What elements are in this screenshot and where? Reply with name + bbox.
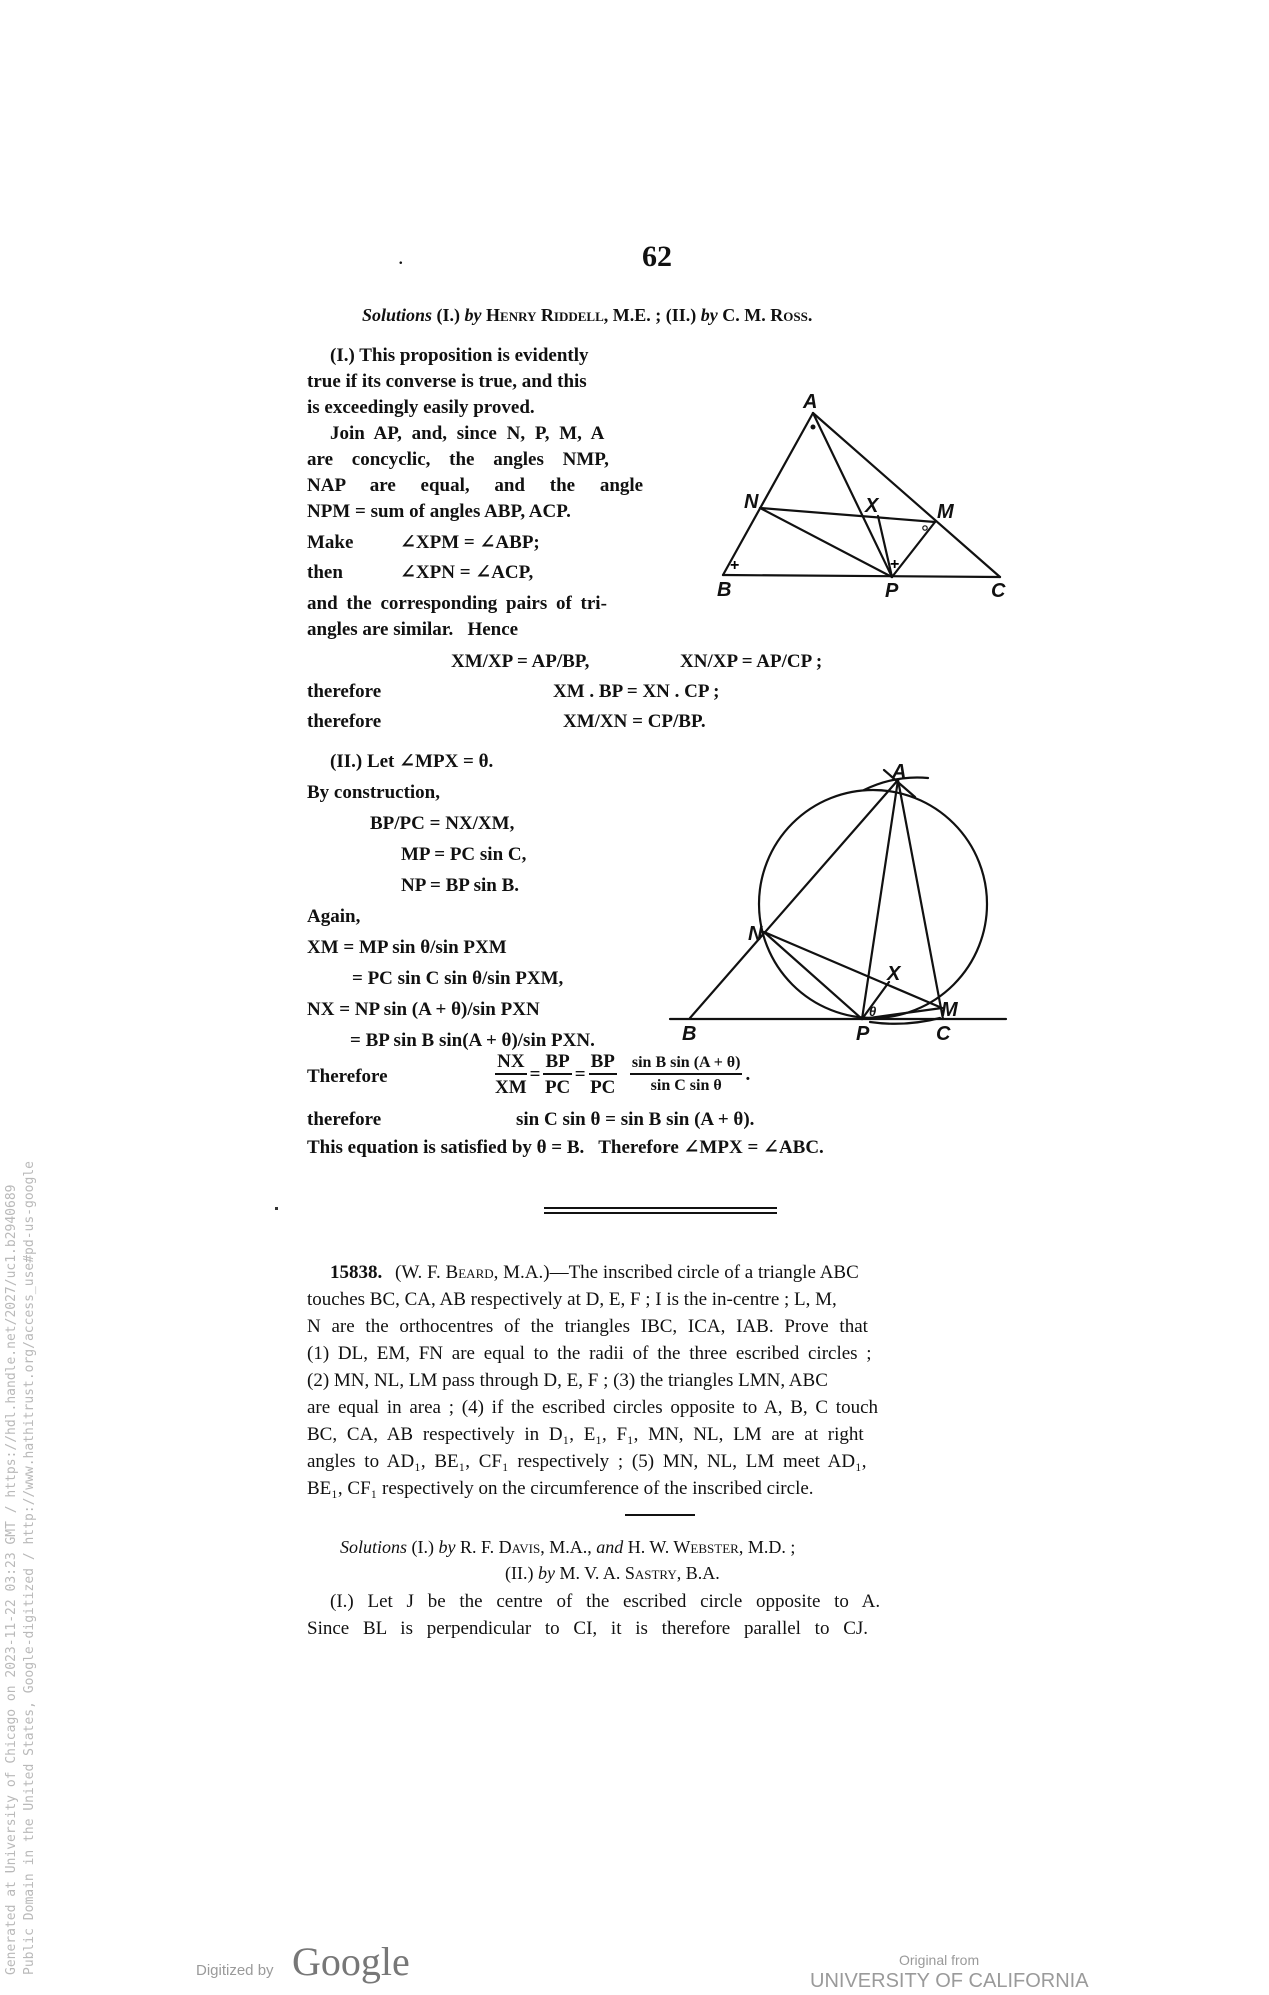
therefore-label: Therefore xyxy=(307,1066,388,1087)
problem-line: angles to AD₁, BE₁, CF₁ respectively ; (5) MN, NL, LM meet AD₁, xyxy=(307,1451,867,1472)
fraction xyxy=(543,1052,571,1097)
solution-heading-line2 xyxy=(505,1563,720,1584)
heading-by1: by xyxy=(464,305,482,325)
numerator: BP xyxy=(543,1052,571,1075)
denominator: PC xyxy=(544,1077,571,1098)
text-line: By construction, xyxy=(307,782,440,803)
heading-part1: (I.) xyxy=(411,1537,434,1557)
short-rule xyxy=(625,1514,695,1516)
denominator: PC xyxy=(590,1077,616,1098)
label-C: C xyxy=(991,580,1006,602)
text-line: Join AP, and, since N, P, M, A xyxy=(330,423,605,444)
equation: XM . BP = XN . CP ; xyxy=(553,681,720,702)
numerator: sin B sin (A + θ) xyxy=(630,1055,743,1075)
line-BC xyxy=(723,575,1000,577)
text-line: angles are similar. Hence xyxy=(307,619,519,640)
make-label: Make xyxy=(307,532,354,553)
original-from-label: Original from xyxy=(899,1952,980,1968)
text-line: (I.) Let J be the centre of the escribed circle opposite to A. xyxy=(330,1591,881,1612)
conclusion: This equation is satisfied by θ = B. Therefore ∠MPX = ∠ABC. xyxy=(307,1137,824,1158)
heading-part1: (I.) xyxy=(436,305,461,325)
line-NP xyxy=(760,508,892,577)
circumcircle xyxy=(759,790,987,1018)
digitized-by-label: Digitized by xyxy=(196,1962,274,1979)
label-P: P xyxy=(856,1023,870,1045)
text-line: are concyclic, the angles NMP, xyxy=(307,449,609,470)
label-A: A xyxy=(892,761,907,783)
section-divider xyxy=(544,1212,777,1214)
heading-part2: (II.) xyxy=(665,305,697,325)
google-logo: Google xyxy=(292,1939,410,1984)
page-number: 62 xyxy=(642,240,672,273)
label-N: N xyxy=(744,491,759,513)
line-NM xyxy=(764,932,942,1008)
line-NP xyxy=(764,932,862,1019)
section-divider xyxy=(544,1207,777,1209)
heading-author2: H. W. Webster, M.D. ; xyxy=(627,1537,796,1557)
label-B: B xyxy=(682,1023,697,1045)
diagram-triangle-1 xyxy=(700,385,1020,610)
solution-heading xyxy=(362,306,812,324)
numerator: BP xyxy=(589,1052,617,1075)
heading-lead: Solutions xyxy=(362,305,433,325)
label-C: C xyxy=(936,1023,951,1045)
equation: NP = BP sin B. xyxy=(401,875,519,896)
then-label: then xyxy=(307,562,343,583)
stray-mark xyxy=(275,1207,278,1210)
fraction xyxy=(495,1052,527,1097)
institution-name: UNIVERSITY OF CALIFORNIA xyxy=(810,1970,1089,1992)
label-theta: θ xyxy=(869,1004,877,1019)
heading-by2: by xyxy=(537,1563,555,1583)
equals-sign: = xyxy=(574,1064,586,1085)
watermark-line-2: Public Domain in the United States, Google-digitized / http://www.hathitrust.org/access_use#pd-us-google xyxy=(22,1161,37,1975)
fraction-equation xyxy=(492,1052,750,1097)
equation: XM/XN = CP/BP. xyxy=(563,711,706,732)
problem-line: BC, CA, AB respectively in D₁, E₁, F₁, MN, NL, LM are at right xyxy=(307,1424,864,1445)
problem-line: (2) MN, NL, LM pass through D, E, F ; (3) the triangles LMN, ABC xyxy=(307,1370,828,1391)
angle-dot-mark xyxy=(811,425,816,430)
heading-by1: by xyxy=(438,1537,456,1557)
problem-text: —The inscribed circle of a triangle ABC xyxy=(549,1262,859,1283)
diagram-circle-2 xyxy=(660,760,1020,1050)
therefore-label: therefore xyxy=(307,681,382,702)
label-X: X xyxy=(887,963,901,985)
heading-by2: by xyxy=(700,305,718,325)
then-equation: ∠XPN = ∠ACP, xyxy=(400,562,534,583)
text-line: Since BL is perpendicular to CI, it is therefore parallel to CJ. xyxy=(307,1618,869,1639)
make-equation: ∠XPM = ∠ABP; xyxy=(400,532,540,553)
problem-line: BE₁, CF₁ respectively on the circumference of the inscribed circle. xyxy=(307,1478,814,1499)
therefore-label: therefore xyxy=(307,1109,382,1130)
heading-and: and xyxy=(596,1537,624,1557)
text-line: Again, xyxy=(307,906,361,927)
watermark-line-1: Generated at University of Chicago on 2023-11-22 03:23 GMT / https://hdl.handle.net/2027/uc1.b2940689 xyxy=(4,1184,19,1975)
denominator: sin C sin θ xyxy=(650,1077,722,1094)
problem-line: touches BC, CA, AB respectively at D, E, F ; I is the in-centre ; L, M, xyxy=(307,1289,837,1310)
problem-line: (1) DL, EM, FN are equal to the radii of the three escribed circles ; xyxy=(307,1343,872,1364)
heading-part2: (II.) xyxy=(505,1563,534,1583)
equation: sin C sin θ = sin B sin (A + θ). xyxy=(516,1109,755,1130)
heading-author3: M. V. A. Sastry, B.A. xyxy=(559,1563,720,1583)
text-line: (I.) This proposition is evidently xyxy=(330,345,589,366)
label-P: P xyxy=(885,580,899,602)
text-line: true if its converse is true, and this xyxy=(307,371,587,392)
text-line: (II.) Let ∠MPX = θ. xyxy=(330,751,494,772)
problem-proposer: (W. F. Beard, M.A.) xyxy=(395,1262,550,1283)
label-M: M xyxy=(941,999,958,1021)
line-AC xyxy=(898,780,943,1019)
equation: NX = NP sin (A + θ)/sin PXN xyxy=(307,999,540,1020)
line-NM xyxy=(760,508,935,522)
problem-number: 15838. xyxy=(330,1262,383,1283)
text-line: is exceedingly easily proved. xyxy=(307,397,535,418)
problem-line xyxy=(330,1263,1010,1282)
label-B: B xyxy=(717,579,732,601)
heading-lead: Solutions xyxy=(340,1537,408,1557)
fraction xyxy=(589,1052,617,1097)
angle-plus-mark-P: + xyxy=(890,556,900,573)
stray-mark: . xyxy=(398,244,404,269)
label-M: M xyxy=(937,501,954,523)
equation: XN/XP = AP/CP ; xyxy=(680,651,823,672)
heading-author1: R. F. Davis, M.A., xyxy=(460,1537,592,1557)
therefore-label: therefore xyxy=(307,711,382,732)
denominator: XM xyxy=(495,1077,527,1098)
solution-heading xyxy=(340,1537,795,1558)
problem-line: N are the orthocentres of the triangles IBC, ICA, IAB. Prove that xyxy=(307,1316,868,1337)
text-line: NAP are equal, and the angle xyxy=(307,475,644,496)
equals-sign: = xyxy=(529,1064,541,1085)
equation: = BP sin B sin(A + θ)/sin PXN. xyxy=(350,1030,595,1051)
angle-circle-mark xyxy=(923,526,927,530)
line-AB xyxy=(723,413,813,575)
equation: BP/PC = NX/XM, xyxy=(370,813,515,834)
problem-line: are equal in area ; (4) if the escribed circles opposite to A, B, C touch xyxy=(307,1397,879,1418)
text-line: NPM = sum of angles ABP, ACP. xyxy=(307,501,571,522)
equation: XM/XP = AP/BP, xyxy=(451,651,590,672)
line-AP xyxy=(813,413,892,577)
equation: MP = PC sin C, xyxy=(401,844,527,865)
fraction xyxy=(630,1055,743,1094)
label-N: N xyxy=(748,923,763,945)
equation: = PC sin C sin θ/sin PXM, xyxy=(352,968,564,989)
angle-plus-mark-B: + xyxy=(730,557,740,574)
numerator: NX xyxy=(495,1052,526,1075)
text-line: and the corresponding pairs of tri- xyxy=(307,593,607,614)
heading-author1: Henry Riddell, M.E. ; xyxy=(486,305,662,325)
line-AC xyxy=(813,413,1000,577)
label-X: X xyxy=(865,495,879,517)
heading-author2: C. M. Ross. xyxy=(722,305,813,325)
equation: XM = MP sin θ/sin PXM xyxy=(307,937,507,958)
period: . xyxy=(745,1064,751,1085)
label-A: A xyxy=(803,391,818,413)
